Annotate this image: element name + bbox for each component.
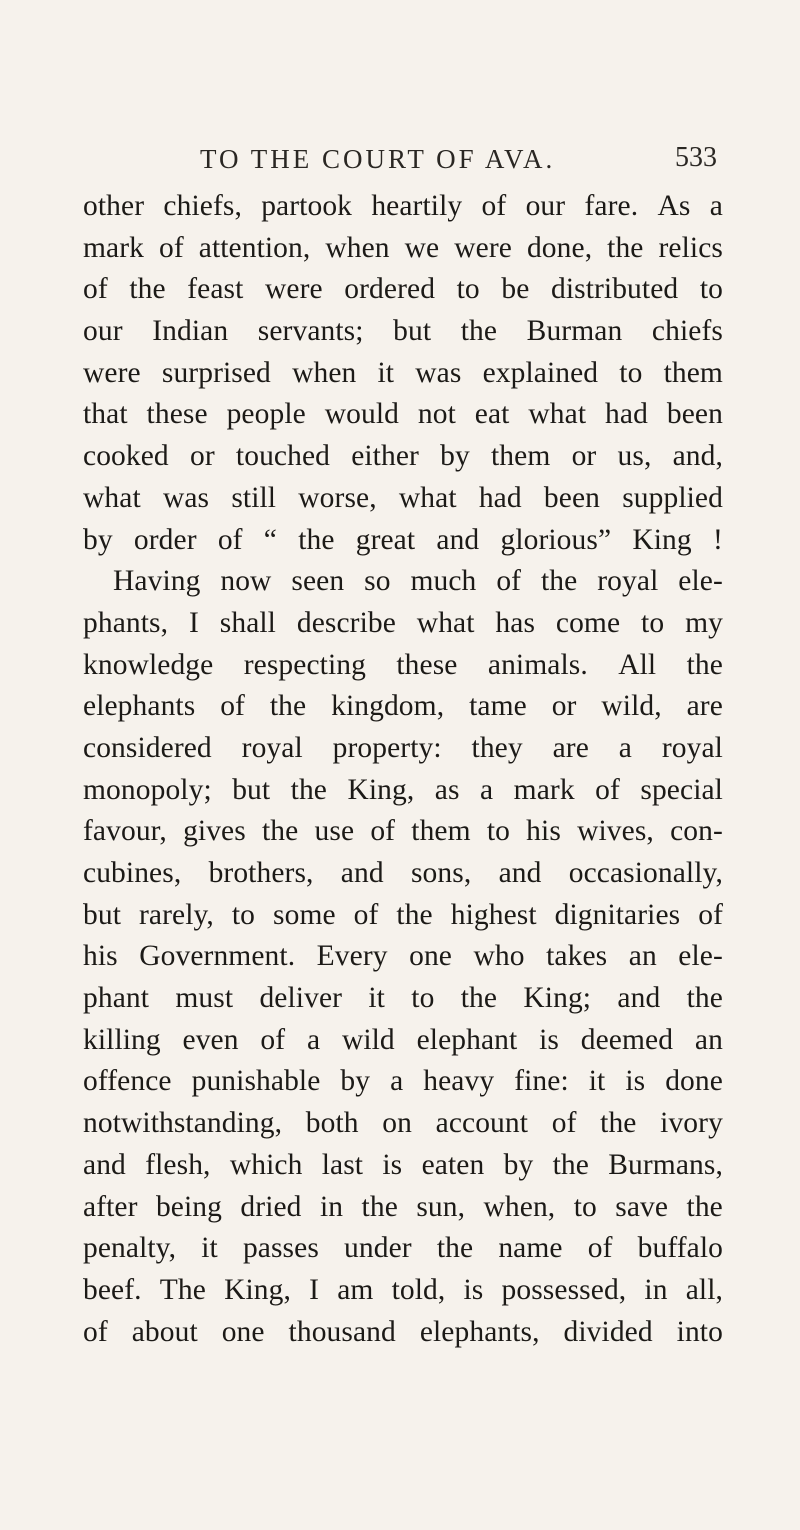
text-line: favour, gives the use of them to his wives, con-: [83, 815, 723, 848]
text-line: elephants of the kingdom, tame or wild, are: [83, 690, 723, 723]
text-line: after being dried in the sun, when, to save the: [83, 1190, 723, 1223]
text-line-paragraph-start: Having now seen so much of the royal ele-: [113, 565, 723, 598]
text-line: but rarely, to some of the highest dignitaries of: [83, 898, 723, 931]
text-line: of about one thousand elephants, divided into: [83, 1315, 723, 1348]
text-line: were surprised when it was explained to them: [83, 356, 723, 389]
text-line: by order of “ the great and glorious” King !: [83, 523, 723, 556]
text-line: cooked or touched either by them or us, and,: [83, 440, 723, 473]
text-line: notwithstanding, both on account of the ivory: [83, 1107, 723, 1140]
page-number: 533: [675, 142, 717, 173]
text-line: our Indian servants; but the Burman chiefs: [83, 315, 723, 348]
text-line: mark of attention, when we were done, the relics: [83, 231, 723, 264]
text-line: considered royal property: they are a royal: [83, 731, 723, 764]
text-line: offence punishable by a heavy fine: it is done: [83, 1065, 723, 1098]
text-line: what was still worse, what had been supplied: [83, 481, 723, 514]
text-line: other chiefs, partook heartily of our fare. As a: [83, 190, 723, 222]
text-line: penalty, it passes under the name of buffalo: [83, 1232, 723, 1265]
text-line: knowledge respecting these animals. All the: [83, 648, 723, 681]
text-line: of the feast were ordered to be distributed to: [83, 273, 723, 306]
text-line: killing even of a wild elephant is deemed an: [83, 1023, 723, 1056]
text-line: phant must deliver it to the King; and the: [83, 982, 723, 1015]
running-head-title: TO THE COURT OF AVA.: [200, 144, 556, 174]
running-head: [0, 144, 800, 184]
text-line: and flesh, which last is eaten by the Burmans,: [83, 1148, 723, 1181]
body-text: [83, 186, 723, 1353]
text-line: beef. The King, I am told, is possessed, in all,: [83, 1273, 723, 1306]
text-line: that these people would not eat what had been: [83, 398, 723, 431]
text-line: cubines, brothers, and sons, and occasionally,: [83, 857, 723, 889]
text-line: his Government. Every one who takes an ele-: [83, 940, 723, 973]
text-line: phants, I shall describe what has come to my: [83, 606, 723, 639]
text-line: monopoly; but the King, as a mark of special: [83, 773, 723, 806]
